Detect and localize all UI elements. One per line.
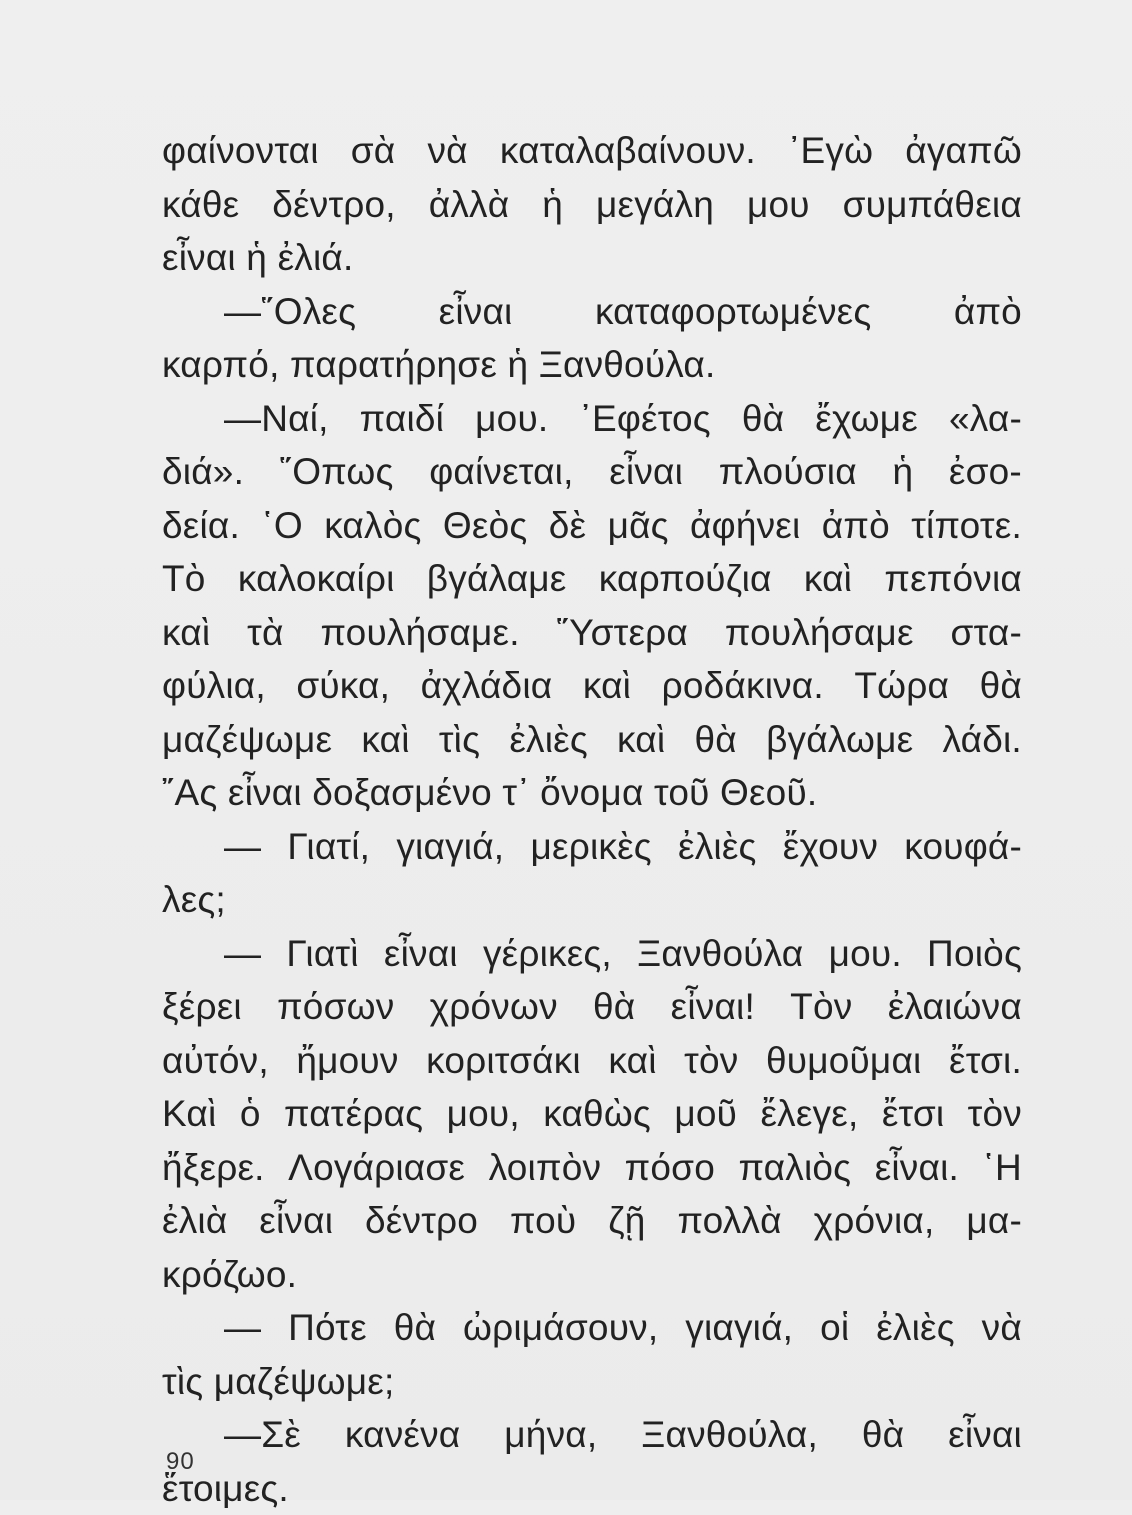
word: εἶναι!	[671, 980, 755, 1034]
word: ὠριμάσουν,	[463, 1301, 658, 1355]
word: καὶ	[608, 1034, 656, 1088]
word: ᾿Εφέτος	[579, 392, 710, 446]
word: μᾶς	[608, 499, 669, 553]
text-line	[162, 927, 1022, 981]
word: —	[224, 1301, 261, 1355]
word: ἔτσι	[882, 1087, 944, 1141]
word: εἶναι.	[875, 1141, 959, 1195]
word: ἤξερε.	[162, 1141, 265, 1195]
word: καλοκαίρι	[238, 552, 395, 606]
word: θὰ	[695, 713, 737, 767]
word: —	[224, 820, 261, 874]
word: Λογάριασε	[288, 1141, 465, 1195]
word: φύλια,	[162, 659, 266, 713]
word: ἀλλὰ	[429, 178, 510, 232]
line-text: λες;	[162, 873, 226, 927]
body-text	[162, 124, 1022, 1515]
word: Τὸ	[162, 552, 206, 606]
word: «λα-	[949, 392, 1022, 446]
word: νὰ	[427, 124, 467, 178]
word: καθὼς	[543, 1087, 651, 1141]
word: θὰ	[742, 392, 784, 446]
text-line	[162, 392, 1022, 446]
page-number: 90	[166, 1448, 195, 1476]
word: γέρικες,	[483, 927, 612, 981]
line-text: καρπό, παρατήρησε ἡ Ξανθούλα.	[162, 338, 715, 392]
word: γιαγιά,	[685, 1301, 793, 1355]
word: μου	[747, 178, 810, 232]
word: θὰ	[394, 1301, 436, 1355]
word: εἶναι	[439, 285, 513, 339]
word: ῞Υστερα	[557, 606, 688, 660]
word: καὶ	[583, 659, 631, 713]
word: στα-	[951, 606, 1022, 660]
word: ῾Η	[982, 1141, 1021, 1195]
word: —	[224, 927, 261, 981]
text-line	[162, 1034, 1022, 1088]
word: Τώρα	[854, 659, 949, 713]
text-line	[162, 1301, 1022, 1355]
word: μερικὲς	[530, 820, 651, 874]
word: καταλαβαίνουν.	[500, 124, 756, 178]
word: πουλήσαμε.	[320, 606, 519, 660]
word: καταφορτωμένες	[595, 285, 871, 339]
text-line	[162, 124, 1022, 178]
word: ζῇ	[608, 1194, 645, 1248]
word: πεπόνια	[884, 552, 1022, 606]
word: φαίνεται,	[429, 445, 573, 499]
word: ἔλεγε,	[760, 1087, 858, 1141]
text-line	[162, 1194, 1022, 1248]
word: ἤμουν	[296, 1034, 398, 1088]
text-line	[162, 445, 1022, 499]
word: εἶναι	[609, 445, 683, 499]
word: θὰ	[862, 1408, 904, 1462]
word: ἔτσι.	[949, 1034, 1022, 1088]
word: κουφά-	[904, 820, 1022, 874]
line-text: ῎Ας εἶναι δοξασμένο τ᾿ ὄνομα τοῦ Θεοῦ.	[162, 766, 817, 820]
word: γιαγιά,	[396, 820, 504, 874]
text-line	[162, 338, 1022, 392]
word: τὸν	[684, 1034, 738, 1088]
word: πατέρας	[284, 1087, 423, 1141]
word: ἔχωμε	[815, 392, 918, 446]
word: κάθε	[162, 178, 239, 232]
word: ἡ	[892, 445, 913, 499]
word: Ξανθούλα,	[641, 1408, 818, 1462]
text-line	[162, 713, 1022, 767]
word: θὰ	[980, 659, 1022, 713]
word: βγάλαμε	[427, 552, 567, 606]
text-line	[162, 1087, 1022, 1141]
line-text: κρόζωο.	[162, 1248, 297, 1302]
word: συμπάθεια	[843, 178, 1022, 232]
word: Τὸν	[790, 980, 852, 1034]
text-line	[162, 766, 1022, 820]
word: καὶ	[617, 713, 665, 767]
word: καὶ	[162, 606, 210, 660]
word: Πότε	[288, 1301, 367, 1355]
word: Καὶ	[162, 1087, 216, 1141]
word: κοριτσάκι	[426, 1034, 581, 1088]
line-text: εἶναι ἡ ἐλιά.	[162, 231, 353, 285]
word: ἔχουν	[783, 820, 878, 874]
word: ὁ	[240, 1087, 261, 1141]
word: μοῦ	[674, 1087, 737, 1141]
word: —Ναί,	[224, 392, 329, 446]
word: λοιπὸν	[489, 1141, 602, 1195]
word: θὰ	[593, 980, 635, 1034]
word: παλιὸς	[738, 1141, 851, 1195]
word: δέντρο,	[272, 178, 396, 232]
word: μεγάλη	[596, 178, 714, 232]
word: καὶ	[361, 713, 409, 767]
text-line	[162, 606, 1022, 660]
word: καλὸς	[324, 499, 421, 553]
word: μου.	[475, 392, 548, 446]
word: θυμοῦμαι	[766, 1034, 921, 1088]
word: Θεὸς	[443, 499, 527, 553]
word: Ξανθούλα	[637, 927, 803, 981]
text-line	[162, 552, 1022, 606]
word: πολλὰ	[677, 1194, 781, 1248]
word: εἶναι	[384, 927, 458, 981]
word: ἀφήνει	[690, 499, 800, 553]
word: ἐλιὲς	[876, 1301, 955, 1355]
word: —῞Ολες	[224, 285, 356, 339]
text-line	[162, 659, 1022, 713]
word: ἀγαπῶ	[905, 124, 1022, 178]
line-text: τὶς μαζέψωμε;	[162, 1355, 394, 1409]
word: κανένα	[345, 1408, 461, 1462]
word: μου.	[829, 927, 902, 981]
word: ἐσο-	[949, 445, 1022, 499]
text-line	[162, 1408, 1022, 1462]
word: ροδάκινα.	[662, 659, 824, 713]
word: βγάλωμε	[766, 713, 913, 767]
word: παιδί	[360, 392, 444, 446]
text-line	[162, 873, 1022, 927]
word: μήνα,	[504, 1408, 597, 1462]
word: Γιατί,	[287, 820, 370, 874]
word: ἐλιὰ	[162, 1194, 227, 1248]
word: τὸν	[968, 1087, 1022, 1141]
word: τὶς	[439, 713, 480, 767]
text-line	[162, 231, 1022, 285]
word: καρπούζια	[599, 552, 772, 606]
word: ἡ	[542, 178, 563, 232]
word: χρόνια,	[814, 1194, 935, 1248]
text-line	[162, 499, 1022, 553]
word: μου,	[447, 1087, 520, 1141]
word: σὰ	[351, 124, 396, 178]
word: πόσων	[277, 980, 394, 1034]
word: τὰ	[247, 606, 283, 660]
word: ἀχλάδια	[421, 659, 553, 713]
word: τίποτε.	[911, 499, 1022, 553]
word: καὶ	[804, 552, 852, 606]
word: ἐλιὲς	[678, 820, 757, 874]
word: δεία.	[162, 499, 240, 553]
word: χρόνων	[430, 980, 558, 1034]
word: ἀπὸ	[822, 499, 890, 553]
word: οἱ	[820, 1301, 849, 1355]
word: Γιατὶ	[286, 927, 358, 981]
word: Ποιὸς	[927, 927, 1022, 981]
text-line	[162, 1462, 1022, 1515]
text-line	[162, 178, 1022, 232]
line-text: ἕτοιμες.	[162, 1462, 289, 1515]
word: ξέρει	[162, 980, 242, 1034]
word: πουλήσαμε	[725, 606, 914, 660]
text-line	[162, 980, 1022, 1034]
text-line	[162, 820, 1022, 874]
text-line	[162, 1355, 1022, 1409]
word: δὲ	[549, 499, 587, 553]
word: ᾿Εγὼ	[788, 124, 873, 178]
word: μα-	[966, 1194, 1022, 1248]
word: εἶναι	[948, 1408, 1022, 1462]
word: φαίνονται	[162, 124, 319, 178]
text-line	[162, 285, 1022, 339]
word: εἶναι	[259, 1194, 333, 1248]
word: νὰ	[982, 1301, 1022, 1355]
word: πλούσια	[719, 445, 857, 499]
word: λάδι.	[942, 713, 1021, 767]
word: —Σὲ	[224, 1408, 301, 1462]
word: μαζέψωμε	[162, 713, 332, 767]
word: δέντρο	[365, 1194, 478, 1248]
word: αὐτόν,	[162, 1034, 269, 1088]
word: ἐλαιώνα	[888, 980, 1022, 1034]
word: πόσο	[625, 1141, 715, 1195]
word: ποὺ	[510, 1194, 576, 1248]
word: ῞Οπως	[280, 445, 394, 499]
word: ἐλιὲς	[509, 713, 588, 767]
text-line	[162, 1248, 1022, 1302]
word: διά».	[162, 445, 244, 499]
text-line	[162, 1141, 1022, 1195]
word: ῾Ο	[261, 499, 303, 553]
word: σύκα,	[296, 659, 390, 713]
word: ἀπὸ	[954, 285, 1022, 339]
